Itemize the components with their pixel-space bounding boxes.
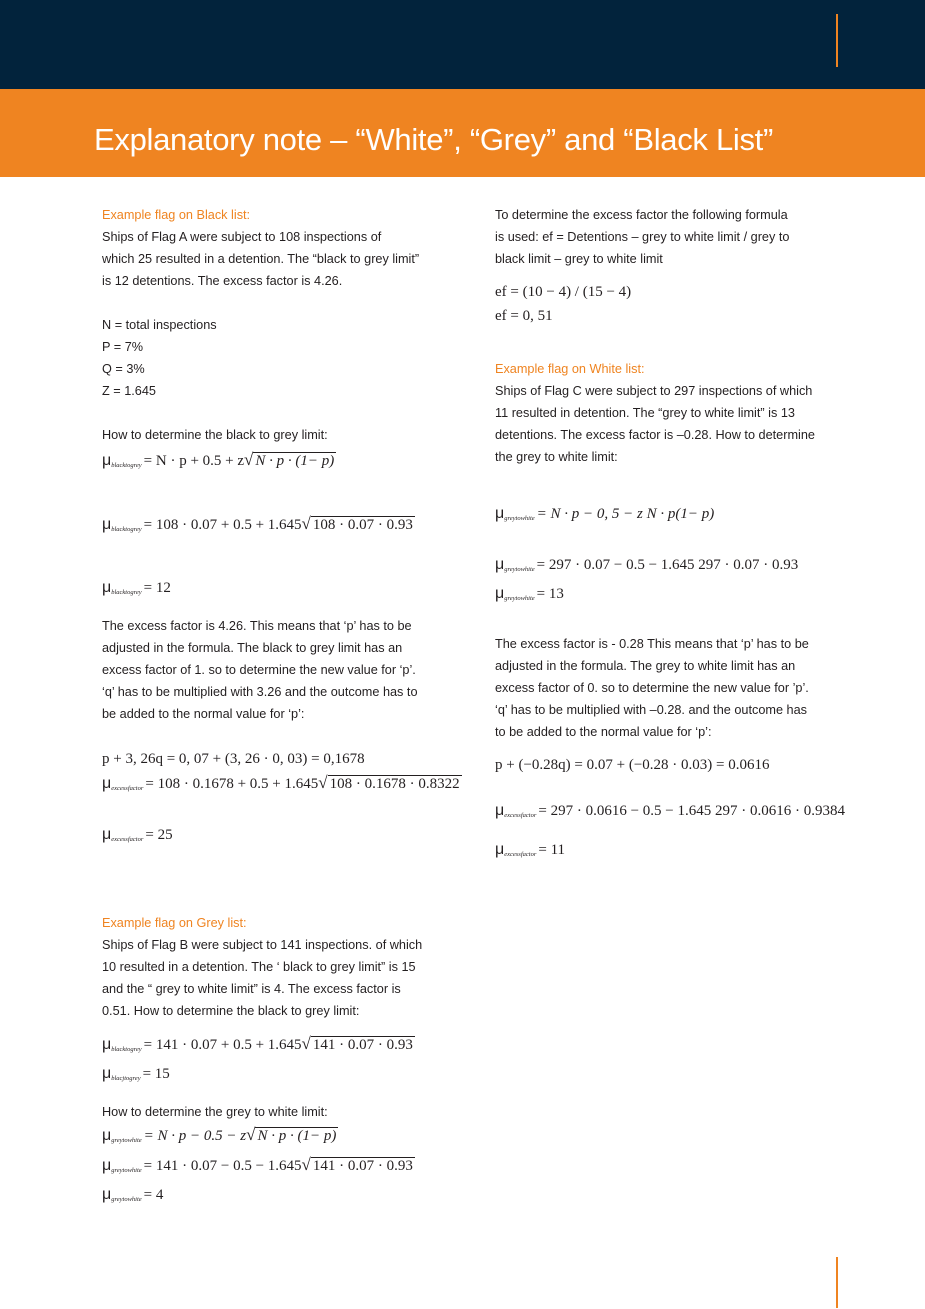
equation-white-result: $\mu_{greytowhite} = 13$ [495, 585, 564, 602]
definition-p: P = 7% [102, 340, 144, 354]
equation-white-new-p: p + (−0.28q) = 0.07 + (−0.28 · 0.03) = 0.0616 [495, 757, 770, 773]
white-intro-line: Ships of Flag C were subject to 297 inspections of which [495, 384, 813, 398]
right-column [495, 204, 855, 867]
left-column [102, 204, 477, 1212]
definition-n: N = total inspections [102, 318, 217, 332]
black-intro-line: is 12 detentions. The excess factor is 4.26. [102, 274, 343, 288]
white-para-line: adjusted in the formula. The grey to white limit has an [495, 659, 796, 673]
equation-grey-white-values: $\mu_{greytowhite} = 141 \cdot 0.07 - 0.5 - 1.645√$ 141 · 0.07 · 0.93 [102, 1155, 413, 1174]
equation-ef-formula: ef = (10 − 4) / (15 − 4) [495, 284, 632, 300]
black-para-line: ‘q’ has to be multiplied with 3.26 and the outcome has to [102, 685, 418, 699]
white-intro-line: the grey to white limit: [495, 450, 618, 464]
equation-black-values: $\mu_{blacktogrey} = 108 \cdot 0.07 + 0.5 + 1.645√$ 108 · 0.07 · 0.93 [102, 514, 413, 533]
equation-white-formula: $\mu_{greytowhite} = N \cdot p - 0$, 5 − z N · p(1− p) [495, 505, 715, 522]
equation-black-new-p: p + 3, 26q = 0, 07 + (3, 26 · 0, 03) = 0,1678 [102, 751, 365, 767]
black-intro-line: Ships of Flag A were subject to 108 inspections of [102, 230, 382, 244]
grey-question: How to determine the grey to white limit: [102, 1105, 328, 1119]
white-para-line: The excess factor is - 0.28 This means that ‘p’ has to be [495, 637, 809, 651]
equation-grey-black-result: $\mu_{blacjtogrey} = 15$ [102, 1065, 170, 1082]
page-title: Explanatory note – “White”, “Grey” and “Black List” [94, 122, 774, 157]
white-para-line: ‘q’ has to be multiplied with –0.28. and the outcome has [495, 703, 807, 717]
white-list-heading: Example flag on White list: [495, 362, 645, 376]
excess-intro-line: black limit – grey to white limit [495, 252, 663, 266]
excess-intro-line: is used: ef = Detentions – grey to white limit / grey to [495, 230, 790, 244]
black-list-heading: Example flag on Black list: [102, 208, 251, 222]
grey-intro-line: 0.51. How to determine the black to grey limit: [102, 1004, 360, 1018]
excess-intro-line: To determine the excess factor the following formula [495, 208, 788, 222]
definition-z: Z = 1.645 [102, 384, 156, 398]
equation-grey-white-formula: $\mu_{greytowhite} = N \cdot p - 0.5 - z√$ N · p · (1− p) [102, 1125, 337, 1144]
equation-ef-result: ef = 0, 51 [495, 308, 553, 324]
grey-intro-line: 10 resulted in a detention. The ‘ black to grey limit” is 15 [102, 960, 416, 974]
equation-white-values: $\mu_{greytowhite} = 297 \cdot 0.07 - 0.5 - 1.645$ 297 · 0.07 · 0.93 [495, 556, 799, 573]
equation-white-excess-result: $\mu_{excessfactor} = 11$ [495, 841, 566, 858]
top-bar [0, 0, 925, 89]
equation-black-excess: $\mu_{excessfactor} = 108 \cdot 0.1678 + 0.5 + 1.645√$ 108 · 0.1678 · 0.8322 [102, 773, 460, 792]
bottom-accent-rule [836, 1257, 838, 1308]
equation-black-result: $\mu_{blacktogrey} = 12$ [102, 579, 171, 596]
white-intro-line: detentions. The excess factor is –0.28. How to determine [495, 428, 815, 442]
white-intro-line: 11 resulted in detention. The “grey to white limit” is 13 [495, 406, 795, 420]
white-para-line: to be added to the normal value for ‘p’: [495, 725, 712, 739]
top-accent-rule [836, 14, 838, 67]
definition-q: Q = 3% [102, 362, 145, 376]
equation-grey-white-result: $\mu_{greytowhite} = 4$ [102, 1186, 164, 1203]
grey-list-heading: Example flag on Grey list: [102, 916, 247, 930]
black-para-line: be added to the normal value for ‘p’: [102, 707, 305, 721]
equation-white-excess: $\mu_{excessfactor} = 297 \cdot 0.0616 - 0.5 - 1.645$ 297 · 0.0616 · 0.9384 [495, 802, 845, 819]
black-intro-line: which 25 resulted in a detention. The “black to grey limit” [102, 252, 420, 266]
black-para-line: excess factor of 1. so to determine the new value for ‘p’. [102, 663, 416, 677]
black-question: How to determine the black to grey limit: [102, 428, 328, 442]
grey-intro-line: and the “ grey to white limit” is 4. The excess factor is [102, 982, 401, 996]
grey-intro-line: Ships of Flag B were subject to 141 inspections. of which [102, 938, 423, 952]
equation-black-excess-result: $\mu_{excessfactor} = 25$ [102, 826, 173, 843]
equation-black-formula: $\mu_{blacktogrey} = N \cdot p + 0.5 + z√$ N · p · (1− p) [102, 450, 335, 469]
equation-grey-black-values: $\mu_{blacktogrey} = 141 \cdot 0.07 + 0.5 + 1.645√$ 141 · 0.07 · 0.93 [102, 1034, 413, 1053]
white-para-line: excess factor of 0. so to determine the new value for ’p’. [495, 681, 809, 695]
black-para-line: adjusted in the formula. The black to grey limit has an [102, 641, 403, 655]
black-para-line: The excess factor is 4.26. This means that ‘p’ has to be [102, 619, 412, 633]
